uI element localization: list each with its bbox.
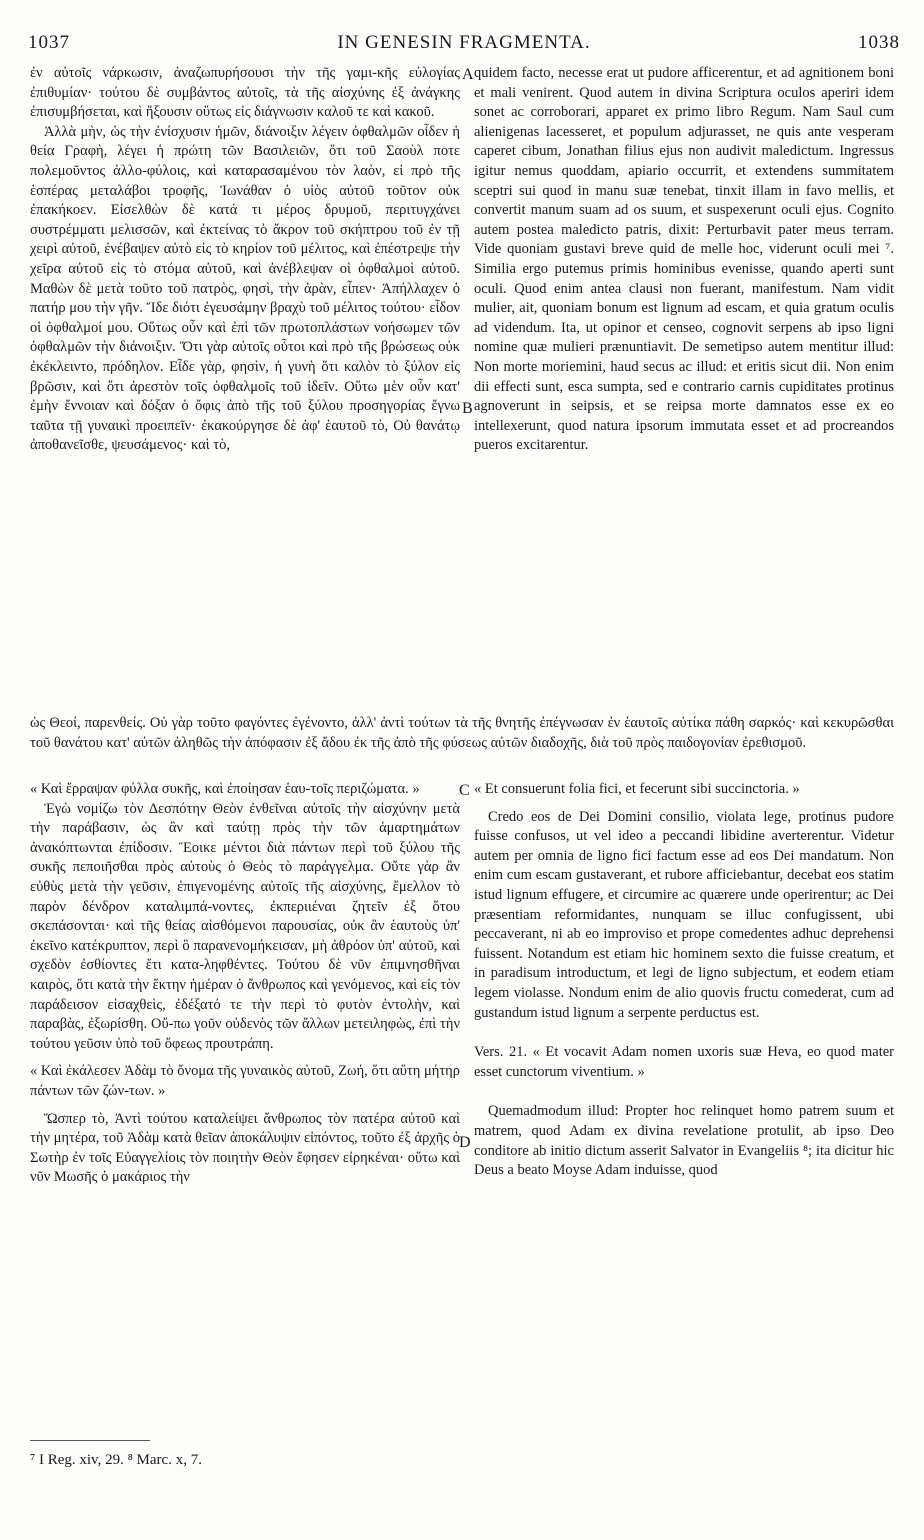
latin-column-bottom [474, 780, 894, 1432]
greek-column-bottom [30, 780, 460, 1432]
full-width-passage [30, 714, 894, 776]
latin-verse: « Et consuerunt folia fici, et fecerunt sibi succinctoria. » [474, 781, 800, 797]
greek-column-top [30, 64, 460, 714]
latin-verse-heading: Vers. 21. « Et vocavit Adam nomen uxoris suæ Heva, eo quod mater esset cunctorum viventium. » [474, 1044, 894, 1080]
latin-paragraph: Quemadmodum illud: Propter hoc relinquet homo patrem suum et matrem, quod Adam ex divina revelatione protulit, ab ipso Deo conditore ab initio dictum asserit Salvator in Evangeliis ⁸; ita dicitur hic Deus a beato Moyse Adam induisse, quod [474, 1103, 894, 1179]
greek-paragraph: Ἀλλὰ μὴν, ὡς τὴν ἐνίσχυσιν ἡμῶν, διάνοιξιν λέγειν ὀφθαλμῶν οἶδεν ἡ θεία Γραφὴ, λέγει ἡ πρώτη τῶν Βασιλειῶν, ὅτι τοῦ Σαοὺλ ποτε πολεμοῦντος ἀλλο-φύλοις, καὶ καταρασαμένου τὸν λαὸν, εἰ πρὸ τῆς ἑσπέρας μεταλάβοι τροφῆς, Ἰωνάθαν ὁ υἱὸς αὐτοῦ τοῦτον οὐκ ἐπακήκοεν. Εἰσελθὼν δὲ κατά τι μέρος δρυμοῦ, περιτυγχάνει συστρέμματι μελισσῶν, καὶ ἐκτείνας τὸ ἄκρον τοῦ σκήπτρου τοῦ ἐν τῇ χειρὶ αὐτοῦ, ἐνέβαψεν αὐτὸ εἰς τὸ κηρίον τοῦ μέλιτος, καὶ ἐπέστρεψε τὴν χεῖρα αὐτοῦ εἰς τὸ στόμα αὐτοῦ, καὶ ἀνέβλεψαν οἱ ὀφθαλμοὶ αὐτοῦ. Μαθὼν δὲ μετὰ τοῦτο τοῦ πατρὸς, φησὶ, τὴν ἀρὰν, εἶπεν· Ἀπήλλαχεν ὁ πατήρ μου τὴν γῆν. Ἴδε διότι ἐγευσάμην βραχὺ τοῦ μέλιτος τούτου· εἶδον οἱ ὀφθαλμοί μου. Οὕτως οὖν καὶ ἐπὶ τῶν πρωτοπλάστων νοήσωμεν τῶν ὀφθαλμῶν τὴν διάνοιξιν. Ὅτι γὰρ αὐτοῖς οὗτοι καὶ πρὸ τῆς βρώσεως οὐκ ἐκέκλειντο, πρόδηλον. Εἶδε γὰρ, φησὶν, ἡ γυνὴ ὅτι καλὸν τὸ ξύλον εἰς βρῶσιν, καὶ ὅτι ἀρεστὸν τοῖς ὀφθαλμοῖς τοῦ ἰδεῖν. Οὕτω μὲν οὖν κατ' ἐμὴν ἔννοιαν καὶ δόξαν ὁ ὄφις ἀπὸ τῆς τοῦ ξύλου προσηγορίας ἔγνω ταῦτα τῇ γυναικὶ προειπεῖν· ἐκακούργησε δὲ ἀφ' ἑαυτοῦ τὸ, Οὐ θανάτῳ ἀποθανεῖσθε, ψευσάμενος· καὶ τὸ, [30, 123, 460, 454]
page-header [28, 32, 900, 56]
margin-letter-a: A [462, 66, 474, 83]
margin-letter-b: B [462, 400, 473, 417]
greek-verse: « Καὶ ἐκάλεσεν Ἀδὰμ τὸ ὄνομα τῆς γυναικὸς αὐτοῦ, Ζωή, ὅτι αὕτη μήτηρ πάντων τῶν ζών-των. » [30, 1063, 460, 1099]
latin-paragraph: quidem facto, necesse erat ut pudore afficerentur, et ad agnitionem boni et mali venirent. Quod autem in divina Scriptura oculos aperiri idem sonet ac corroborari, apparet ex primo libro Regum. Nam Saul cum alienigenas lacesseret, et populum adjurasset, ne quis ante vesperam caperet cibum, Jonathan filius ejus non audivit maledictum. Ingressus igitur nemus quoddam, apiario occurrit, et extendens summitatem sceptri sui quod in manu suæ tenebat, tinxit illam in favo mellis, et convertit manum suam ad os suum, et suspexerunt oculi ejus. Cognito autem postea maledicto patris, dixit: Perturbavit pater meus terram. Vide quoniam gustavi breve quid de melle hoc, viderunt oculi mei ⁷. Similia ergo putemus primis hominibus evenisse, quando aperti sunt oculi. Quod enim antea clausi non fuerant, manifestum. Nam vidit mulier, ait, quoniam bonum est lignum ad escam, et quia gratum oculis ad videndum. Ita, ut opinor et censeo, cognovit serpens ab ipso ligni nomine quæ mulieri prænuntiavit. De semetipso autem mentitur illud: Non morte moriemini, haud secus ac illud: et eritis sicut dii. Non enim dii effecti sunt, esca sumpta, sed e contrario carnis cupiditates protinus agnoverunt in seipsis, et se reipsa morte damnatos esse ex eo intellexerunt, quod natura ipsorum immutata esset et ad procreandos pueros excitarentur. [474, 65, 894, 454]
greek-paragraph: Ἐγὼ νομίζω τὸν Δεσπότην Θεὸν ἐνθεῖναι αὐτοῖς τὴν αἰσχύνην μετὰ τὴν παράβασιν, ὡς ἂν καὶ ταύτῃ πρὸς τὴν τῶν ἁμαρτημάτων ἀνακόπτωνται ἐπίδοσιν. Ἔοικε μέντοι διὰ πάντων περὶ τοῦ ξύλου τῆς συκῆς πεποιῆσθαι πρὸς αὐτοὺς ὁ Θεὸς τὸ παράγγελμα. Οὔτε γὰρ ἂν εὐθὺς μετὰ τὴν γεῦσιν, ἐπιγενομένης αὐτοῖς τῆς αἰσχύνης, ἔμελλον τὸ παρὸν δένδρον καταλιμπά-νοντες, ἐκπεριιέναι ζητεῖν ἐξ ὅτου σκεπάσονται· καὶ τῆς θείας αἰσθόμενοι παρουσίας, οὐκ ἂν ἑαυτοὺς ὑπ' ἐκεῖνο κατέκρυπτον, περὶ ὃ παρανενομήκεισαν, μὴ ἀθρόον ὑπ' αὐτοῦ, καὶ σχεδὸν ἐσθίοντες ἔτι κατα-ληφθέντες. Τούτου δὲ νῦν ἐπιμνησθῆναι καιρὸς, ὅτι κατὰ τὴν ἕκτην ἡμέραν ὁ ἄνθρωπος καὶ γενόμενος, καὶ εἰς τὸν παράδεισον εἰσαχθεὶς, ἐδέξατό τε τὴν περὶ τὸ φυτὸν ἐντολὴν, καὶ παραβὰς, ἐξωρίσθη. Οὔ-πω γοῦν οὐδενὸς τῶν ἄλλων μετειληφὼς, ἐπὶ τὴν τούτου γεῦσιν ὑπὸ τοῦ ὄφεως προυτράπη. [30, 800, 460, 1052]
full-width-text: ὡς Θεοί, παρενθείς. Οὐ γὰρ τοῦτο φαγόντες ἐγένοντο, ἀλλ' ἀντὶ τούτων τὰ τῆς θνητῆς ἐπέγνωσαν ἐν ἑαυτοῖς αὐτίκα πάθη σαρκός· καὶ κεκυρῶσθαι τοῦ θανάτου κατ' αὐτῶν ἀληθῶς τὴν ἀπόφασιν ἐξ ἄδου ἐκ τῆς ἀπὸ τῆς φύσεως αὐτῶν διαδοχῆς, διὰ τοῦ πρὸς παιδογονίαν ἐρεθισμοῦ. [30, 715, 894, 751]
margin-letter-c: C [459, 782, 470, 799]
latin-column-top [474, 64, 894, 714]
greek-paragraph: ἐν αὐτοῖς νάρκωσιν, ἀναζωπυρήσουσι τὴν τῆς γαμι-κῆς εὐλογίας ἐπιθυμίαν· τούτου δὲ συμβάντος αὐτοῖς, τὰ τῆς αἰσχύνης ἐξ ἀνάγκης ἐπισυμβήσεται, καὶ ἥξουσιν οὕτως εἰς διάγνωσιν καλοῦ τε καὶ κακοῦ. [30, 65, 460, 121]
page-number-right: 1038 [858, 32, 900, 53]
margin-letter-d: D [459, 1134, 471, 1151]
page-number-left: 1037 [28, 32, 70, 53]
footnote-divider [30, 1440, 150, 1441]
greek-verse: « Καὶ ἔρραψαν φύλλα συκῆς, καὶ ἐποίησαν ἑαυ-τοῖς περιζώματα. » [30, 781, 420, 797]
greek-paragraph: Ὥσπερ τὸ, Ἀντὶ τούτου καταλείψει ἄνθρωπος τὸν πατέρα αὐτοῦ καὶ τὴν μητέρα, τοῦ Ἀδὰμ κατὰ θεῖαν ἀποκάλυψιν εἰπόντος, τοῦτο ἐξ ἀρχῆς ὁ Σωτὴρ ἐν τοῖς Εὐαγγελίοις τὸν ποιητὴν Θεὸν ἔφησεν εἰρηκέναι· οὕτω καὶ νῦν Μωσῆς ὁ μακάριος τὴν [30, 1110, 460, 1186]
running-title: IN GENESIN FRAGMENTA. [337, 32, 591, 53]
footnotes: ⁷ I Reg. xiv, 29. ⁸ Marc. x, 7. [30, 1452, 202, 1468]
latin-paragraph: Credo eos de Dei Domini consilio, violata lege, protinus pudore fuisse confusos, ut vel ideo a peccandi libidine averterentur. Videtur autem per omnia de ligno fici factum esse ad eos Dei mandatum. Non enim cum escam gustaverant, et rubore afficiebantur, decebat eos statim istud lignum effugere, et circumire ac quærere unde operirentur; ac Dei præsentiam reformidantes, nunquam se illuc confugissent, ubi peccaverant, ni ab eo improviso et prope comedentes adhuc deprehensi fuissent. Notandum est etiam hic hominem sexto die fuisse creatum, et in paradisum introductum, et legi de ligno subjectum, et eodem etiam legem violasse. Nondum enim de alio quovis fructu comederat, cum ad gustandum istud lignum a serpente perductus est. [474, 808, 894, 1021]
